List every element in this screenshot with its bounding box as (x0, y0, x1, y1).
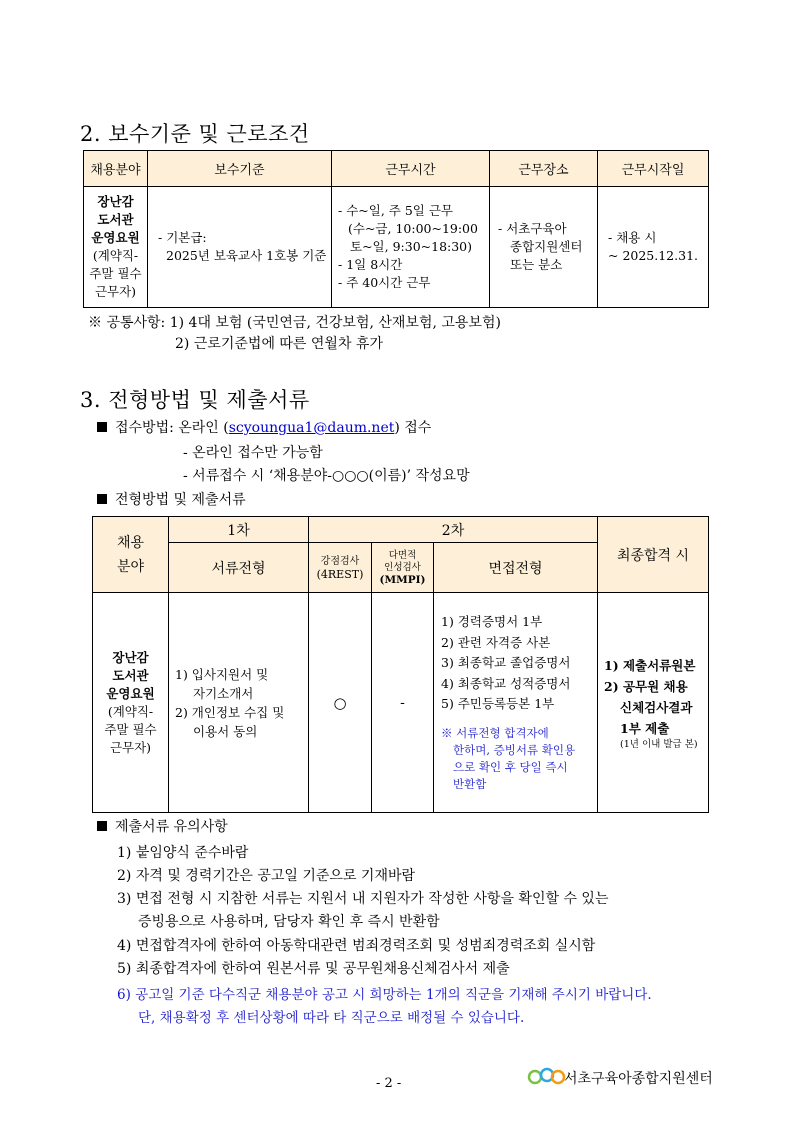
col-header-start: 근무시작일 (598, 151, 709, 187)
center-logo-icon (527, 1066, 567, 1086)
email-link[interactable]: scyoungua1@daum.net (228, 420, 395, 436)
section3-title: 3. 전형방법 및 제출서류 (80, 388, 310, 412)
h-stage2: 2차 (309, 517, 598, 543)
col-header-hours: 근무시간 (332, 151, 490, 187)
note-3: 3) 면접 전형 시 지참한 서류는 지원서 내 지원자가 작성한 사항을 확인할 수 있는 (117, 891, 609, 907)
h-doc: 서류전형 (169, 543, 309, 593)
h-mmpi: 다면적 인성검사 (MMPI) (372, 543, 434, 593)
common-note-2: 2) 근로기준법에 따른 연월차 휴가 (175, 336, 383, 352)
page-number: - 2 - (376, 1076, 402, 1091)
cell-field: 장난감 도서관 운영요원 (계약직- 주말 필수 근무자) (93, 593, 169, 813)
cell-place: - 서초구육아 종합지원센터 또는 분소 (490, 187, 598, 308)
section2-title: 2. 보수기준 및 근로조건 (80, 122, 310, 146)
h-interview: 면접전형 (434, 543, 598, 593)
cell-doc: 1) 입사지원서 및 자기소개서 2) 개인정보 수집 및 이용서 동의 (169, 593, 309, 813)
cell-interview: 1) 경력증명서 1부 2) 관련 자격증 사본 3) 최종학교 졸업증명서 4) 최종학교 성적증명서 5) 주민등록등본 1부 ※ 서류전형 합격자에 한하며, 증빙서류 확인용 으로 확인 후 당일 즉시 반환함 (434, 593, 598, 813)
cell-final: 1) 제출서류원본 2) 공무원 채용 신체검사결과 1부 제출 (1년 이내 발급 본) (598, 593, 709, 813)
cell-aptitude: ○ (309, 593, 372, 813)
cell-start: - 채용 시 ~ 2025.12.31. (598, 187, 709, 308)
h-aptitude: 강점검사 (4REST) (309, 543, 372, 593)
note-5: 5) 최종합격자에 한하여 원본서류 및 공무원채용신체검사서 제출 (117, 961, 510, 977)
selection-subtitle: 전형방법 및 제출서류 (97, 489, 246, 509)
col-header-field: 채용분야 (84, 151, 148, 187)
common-note-1: ※ 공통사항: 1) 4대 보험 (국민연금, 건강보험, 산재보험, 고용보험) (88, 315, 501, 331)
h-field: 채용 분야 (93, 517, 169, 593)
apply-note-2: - 서류접수 시 ‘채용분야-○○○(이름)’ 작성요망 (183, 468, 470, 484)
h-final: 최종합격 시 (598, 517, 709, 593)
col-header-pay: 보수기준 (148, 151, 332, 187)
square-bullet-icon (97, 494, 107, 504)
pay-table (83, 150, 709, 308)
cell-hours: - 수~일, 주 5일 근무 (수~금, 10:00~19:00 토~일, 9:30~18:30) - 1일 8시간 - 주 40시간 근무 (332, 187, 490, 308)
notes-title: 제출서류 유의사항 (97, 816, 228, 836)
col-header-place: 근무장소 (490, 151, 598, 187)
note-6: 6) 공고일 기준 다수직군 채용분야 공고 시 희망하는 1개의 직군을 기재해 주시기 바랍니다. (117, 987, 652, 1003)
square-bullet-icon (97, 821, 107, 831)
apply-note-1: - 온라인 접수만 가능함 (183, 445, 323, 461)
selection-table (92, 516, 709, 813)
cell-pay: - 기본급: 2025년 보육교사 1호봉 기준 (148, 187, 332, 308)
note-6-cont: 단, 채용확정 후 센터상황에 따라 타 직군으로 배정될 수 있습니다. (138, 1010, 525, 1026)
note-3-cont: 증빙용으로 사용하며, 담당자 확인 후 즉시 반환함 (138, 914, 440, 930)
h-stage1: 1차 (169, 517, 309, 543)
org-name: 서초구육아종합지원센터 (564, 1071, 713, 1087)
org-logo (527, 1066, 567, 1086)
cell-mmpi: - (372, 593, 434, 813)
note-2: 2) 자격 및 경력기간은 공고일 기준으로 기재바람 (117, 868, 416, 884)
cell-field: 장난감 도서관 운영요원 (계약직- 주말 필수 근무자) (84, 187, 148, 308)
note-4: 4) 면접합격자에 한하여 아동학대관련 범죄경력조회 및 성범죄경력조회 실시함 (117, 938, 596, 954)
square-bullet-icon (97, 422, 107, 432)
note-1: 1) 붙임양식 준수바람 (117, 845, 249, 861)
apply-method: 접수방법: 온라인 (scyoungua1@daum.net) 접수 (97, 417, 431, 437)
